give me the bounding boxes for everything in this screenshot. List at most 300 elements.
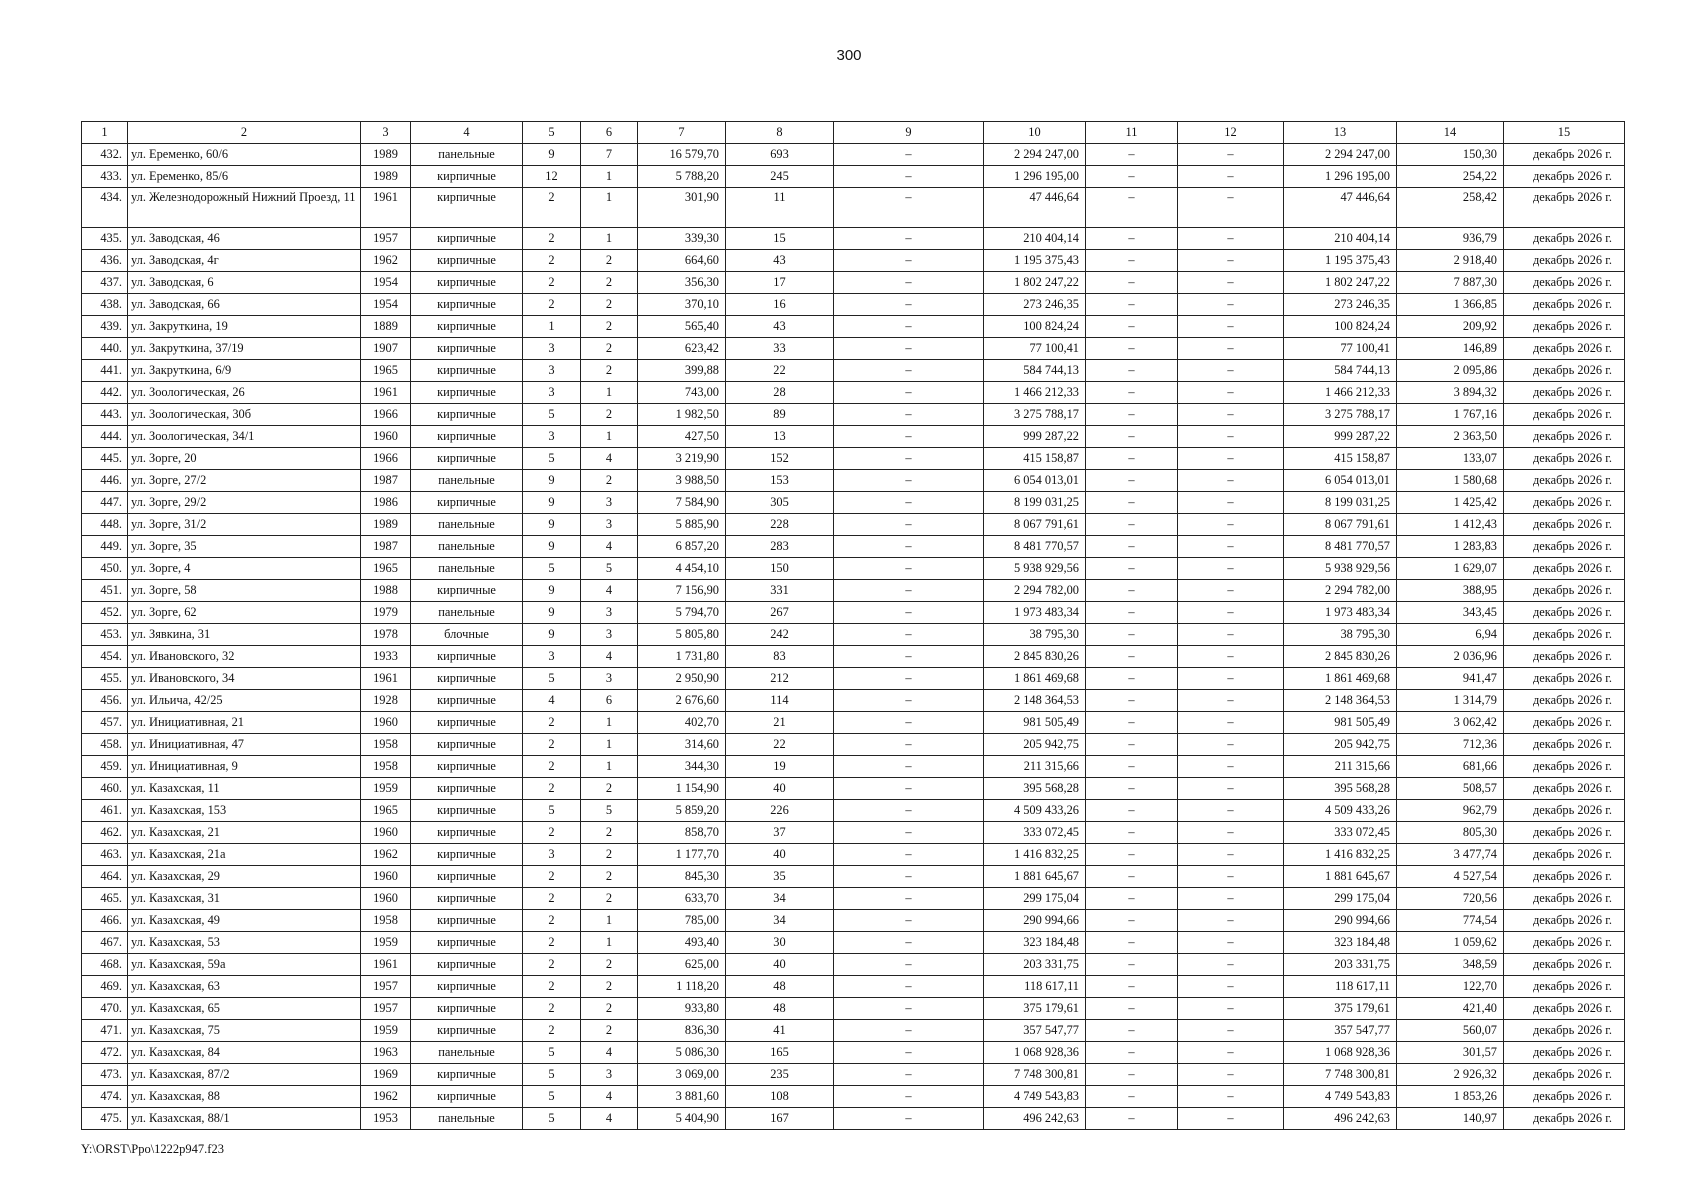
- col9-cell: –: [834, 800, 984, 822]
- floors-cell: 9: [523, 514, 581, 536]
- col9-cell: –: [834, 624, 984, 646]
- entrances-cell: 3: [581, 668, 638, 690]
- deadline-cell: декабрь 2026 г.: [1504, 1064, 1625, 1086]
- deadline-cell: декабрь 2026 г.: [1504, 470, 1625, 492]
- table-row: [82, 558, 1625, 580]
- cost-per-unit-cell: 122,70: [1397, 976, 1504, 998]
- table-row: [82, 668, 1625, 690]
- address-cell: ул. Зоологическая, 34/1: [128, 426, 361, 448]
- col11-cell: –: [1086, 228, 1178, 250]
- residents-cell: 21: [726, 712, 834, 734]
- residents-cell: 245: [726, 166, 834, 188]
- col9-cell: –: [834, 470, 984, 492]
- build-year-cell: 1961: [361, 188, 411, 228]
- entrances-cell: 1: [581, 932, 638, 954]
- col11-cell: –: [1086, 866, 1178, 888]
- wall-material-cell: кирпичные: [411, 888, 523, 910]
- entrances-cell: 2: [581, 822, 638, 844]
- cost-cell: 47 446,64: [984, 188, 1086, 228]
- column-number-header: 7: [638, 122, 726, 144]
- wall-material-cell: панельные: [411, 144, 523, 166]
- area-cell: 1 118,20: [638, 976, 726, 998]
- total-cost-cell: 1 973 483,34: [1284, 602, 1397, 624]
- wall-material-cell: кирпичные: [411, 228, 523, 250]
- deadline-cell: декабрь 2026 г.: [1504, 338, 1625, 360]
- total-cost-cell: 5 938 929,56: [1284, 558, 1397, 580]
- address-cell: ул. Зорге, 27/2: [128, 470, 361, 492]
- entrances-cell: 2: [581, 954, 638, 976]
- col9-cell: –: [834, 778, 984, 800]
- deadline-cell: декабрь 2026 г.: [1504, 1086, 1625, 1108]
- col12-cell: –: [1178, 338, 1284, 360]
- residents-cell: 30: [726, 932, 834, 954]
- build-year-cell: 1965: [361, 558, 411, 580]
- address-cell: ул. Зявкина, 31: [128, 624, 361, 646]
- cost-per-unit-cell: 388,95: [1397, 580, 1504, 602]
- address-cell: ул. Закруткина, 37/19: [128, 338, 361, 360]
- col12-cell: –: [1178, 866, 1284, 888]
- col11-cell: –: [1086, 360, 1178, 382]
- table-row: [82, 822, 1625, 844]
- residents-cell: 22: [726, 734, 834, 756]
- entrances-cell: 2: [581, 888, 638, 910]
- build-year-cell: 1962: [361, 250, 411, 272]
- cost-cell: 1 802 247,22: [984, 272, 1086, 294]
- cost-per-unit-cell: 6,94: [1397, 624, 1504, 646]
- address-cell: ул. Казахская, 65: [128, 998, 361, 1020]
- row-number-cell: 455.: [82, 668, 128, 690]
- row-number-cell: 450.: [82, 558, 128, 580]
- entrances-cell: 2: [581, 360, 638, 382]
- col12-cell: –: [1178, 536, 1284, 558]
- table-row: [82, 1064, 1625, 1086]
- cost-cell: 77 100,41: [984, 338, 1086, 360]
- col12-cell: –: [1178, 580, 1284, 602]
- row-number-cell: 434.: [82, 188, 128, 228]
- entrances-cell: 4: [581, 1086, 638, 1108]
- wall-material-cell: кирпичные: [411, 404, 523, 426]
- address-cell: ул. Зорге, 58: [128, 580, 361, 602]
- col11-cell: –: [1086, 646, 1178, 668]
- deadline-cell: декабрь 2026 г.: [1504, 144, 1625, 166]
- row-number-cell: 437.: [82, 272, 128, 294]
- address-cell: ул. Зорге, 29/2: [128, 492, 361, 514]
- cost-cell: 211 315,66: [984, 756, 1086, 778]
- entrances-cell: 1: [581, 426, 638, 448]
- total-cost-cell: 1 068 928,36: [1284, 1042, 1397, 1064]
- total-cost-cell: 333 072,45: [1284, 822, 1397, 844]
- address-cell: ул. Зорге, 31/2: [128, 514, 361, 536]
- build-year-cell: 1961: [361, 382, 411, 404]
- col12-cell: –: [1178, 1042, 1284, 1064]
- floors-cell: 2: [523, 954, 581, 976]
- address-cell: ул. Зорге, 62: [128, 602, 361, 624]
- wall-material-cell: кирпичные: [411, 778, 523, 800]
- col11-cell: –: [1086, 668, 1178, 690]
- floors-cell: 2: [523, 932, 581, 954]
- col9-cell: –: [834, 580, 984, 602]
- total-cost-cell: 2 845 830,26: [1284, 646, 1397, 668]
- cost-per-unit-cell: 560,07: [1397, 1020, 1504, 1042]
- col11-cell: –: [1086, 712, 1178, 734]
- col12-cell: –: [1178, 624, 1284, 646]
- wall-material-cell: кирпичные: [411, 646, 523, 668]
- deadline-cell: декабрь 2026 г.: [1504, 558, 1625, 580]
- cost-cell: 210 404,14: [984, 228, 1086, 250]
- area-cell: 623,42: [638, 338, 726, 360]
- table-row: [82, 888, 1625, 910]
- cost-cell: 1 416 832,25: [984, 844, 1086, 866]
- address-cell: ул. Еременко, 60/6: [128, 144, 361, 166]
- row-number-cell: 440.: [82, 338, 128, 360]
- wall-material-cell: кирпичные: [411, 338, 523, 360]
- cost-per-unit-cell: 936,79: [1397, 228, 1504, 250]
- table-row: [82, 250, 1625, 272]
- col12-cell: –: [1178, 188, 1284, 228]
- deadline-cell: декабрь 2026 г.: [1504, 602, 1625, 624]
- area-cell: 314,60: [638, 734, 726, 756]
- cost-cell: 2 294 782,00: [984, 580, 1086, 602]
- floors-cell: 2: [523, 250, 581, 272]
- entrances-cell: 1: [581, 712, 638, 734]
- deadline-cell: декабрь 2026 г.: [1504, 580, 1625, 602]
- deadline-cell: декабрь 2026 г.: [1504, 998, 1625, 1020]
- row-number-cell: 460.: [82, 778, 128, 800]
- floors-cell: 2: [523, 910, 581, 932]
- wall-material-cell: панельные: [411, 514, 523, 536]
- deadline-cell: декабрь 2026 г.: [1504, 712, 1625, 734]
- col9-cell: –: [834, 646, 984, 668]
- residents-cell: 41: [726, 1020, 834, 1042]
- address-cell: ул. Казахская, 87/2: [128, 1064, 361, 1086]
- cost-per-unit-cell: 3 477,74: [1397, 844, 1504, 866]
- area-cell: 2 676,60: [638, 690, 726, 712]
- col12-cell: –: [1178, 1020, 1284, 1042]
- floors-cell: 2: [523, 188, 581, 228]
- area-cell: 5 086,30: [638, 1042, 726, 1064]
- residents-cell: 15: [726, 228, 834, 250]
- table-row: [82, 492, 1625, 514]
- deadline-cell: декабрь 2026 г.: [1504, 1020, 1625, 1042]
- build-year-cell: 1969: [361, 1064, 411, 1086]
- residents-cell: 19: [726, 756, 834, 778]
- build-year-cell: 1962: [361, 844, 411, 866]
- residents-cell: 242: [726, 624, 834, 646]
- address-cell: ул. Заводская, 6: [128, 272, 361, 294]
- floors-cell: 2: [523, 778, 581, 800]
- build-year-cell: 1965: [361, 800, 411, 822]
- build-year-cell: 1959: [361, 1020, 411, 1042]
- address-cell: ул. Ильича, 42/25: [128, 690, 361, 712]
- build-year-cell: 1978: [361, 624, 411, 646]
- col9-cell: –: [834, 448, 984, 470]
- residents-cell: 13: [726, 426, 834, 448]
- wall-material-cell: кирпичные: [411, 844, 523, 866]
- wall-material-cell: кирпичные: [411, 866, 523, 888]
- col11-cell: –: [1086, 144, 1178, 166]
- deadline-cell: декабрь 2026 г.: [1504, 228, 1625, 250]
- col9-cell: –: [834, 602, 984, 624]
- row-number-cell: 453.: [82, 624, 128, 646]
- build-year-cell: 1933: [361, 646, 411, 668]
- column-number-row: [82, 122, 1625, 144]
- build-year-cell: 1979: [361, 602, 411, 624]
- total-cost-cell: 415 158,87: [1284, 448, 1397, 470]
- area-cell: 5 859,20: [638, 800, 726, 822]
- wall-material-cell: кирпичные: [411, 712, 523, 734]
- deadline-cell: декабрь 2026 г.: [1504, 316, 1625, 338]
- address-cell: ул. Ивановского, 34: [128, 668, 361, 690]
- col11-cell: –: [1086, 294, 1178, 316]
- total-cost-cell: 496 242,63: [1284, 1108, 1397, 1130]
- floors-cell: 2: [523, 976, 581, 998]
- row-number-cell: 452.: [82, 602, 128, 624]
- floors-cell: 5: [523, 404, 581, 426]
- cost-per-unit-cell: 681,66: [1397, 756, 1504, 778]
- wall-material-cell: кирпичные: [411, 800, 523, 822]
- col11-cell: –: [1086, 272, 1178, 294]
- area-cell: 1 177,70: [638, 844, 726, 866]
- cost-per-unit-cell: 133,07: [1397, 448, 1504, 470]
- build-year-cell: 1961: [361, 954, 411, 976]
- entrances-cell: 1: [581, 756, 638, 778]
- address-cell: ул. Закруткина, 6/9: [128, 360, 361, 382]
- housing-table: [81, 121, 1625, 1130]
- cost-per-unit-cell: 3 894,32: [1397, 382, 1504, 404]
- build-year-cell: 1958: [361, 756, 411, 778]
- wall-material-cell: кирпичные: [411, 690, 523, 712]
- entrances-cell: 2: [581, 778, 638, 800]
- col9-cell: –: [834, 1086, 984, 1108]
- col11-cell: –: [1086, 470, 1178, 492]
- table-row: [82, 144, 1625, 166]
- cost-cell: 8 199 031,25: [984, 492, 1086, 514]
- table-body: [82, 144, 1625, 1130]
- table-row: [82, 316, 1625, 338]
- total-cost-cell: 2 294 247,00: [1284, 144, 1397, 166]
- total-cost-cell: 981 505,49: [1284, 712, 1397, 734]
- total-cost-cell: 1 861 469,68: [1284, 668, 1397, 690]
- deadline-cell: декабрь 2026 г.: [1504, 822, 1625, 844]
- row-number-cell: 475.: [82, 1108, 128, 1130]
- deadline-cell: декабрь 2026 г.: [1504, 1042, 1625, 1064]
- wall-material-cell: панельные: [411, 1108, 523, 1130]
- floors-cell: 2: [523, 1020, 581, 1042]
- build-year-cell: 1988: [361, 580, 411, 602]
- table-row: [82, 272, 1625, 294]
- cost-cell: 323 184,48: [984, 932, 1086, 954]
- total-cost-cell: 211 315,66: [1284, 756, 1397, 778]
- area-cell: 633,70: [638, 888, 726, 910]
- area-cell: 402,70: [638, 712, 726, 734]
- col9-cell: –: [834, 888, 984, 910]
- col11-cell: –: [1086, 166, 1178, 188]
- area-cell: 5 805,80: [638, 624, 726, 646]
- table-row: [82, 998, 1625, 1020]
- floors-cell: 2: [523, 272, 581, 294]
- col11-cell: –: [1086, 976, 1178, 998]
- col12-cell: –: [1178, 1086, 1284, 1108]
- entrances-cell: 7: [581, 144, 638, 166]
- col11-cell: –: [1086, 954, 1178, 976]
- table-row: [82, 624, 1625, 646]
- build-year-cell: 1957: [361, 976, 411, 998]
- cost-cell: 1 068 928,36: [984, 1042, 1086, 1064]
- address-cell: ул. Казахская, 88: [128, 1086, 361, 1108]
- area-cell: 743,00: [638, 382, 726, 404]
- area-cell: 370,10: [638, 294, 726, 316]
- area-cell: 933,80: [638, 998, 726, 1020]
- col9-cell: –: [834, 228, 984, 250]
- col9-cell: –: [834, 932, 984, 954]
- row-number-cell: 444.: [82, 426, 128, 448]
- col9-cell: –: [834, 668, 984, 690]
- wall-material-cell: кирпичные: [411, 668, 523, 690]
- column-number-header: 15: [1504, 122, 1625, 144]
- cost-cell: 1 973 483,34: [984, 602, 1086, 624]
- row-number-cell: 451.: [82, 580, 128, 602]
- col9-cell: –: [834, 188, 984, 228]
- col12-cell: –: [1178, 492, 1284, 514]
- table-row: [82, 712, 1625, 734]
- cost-per-unit-cell: 150,30: [1397, 144, 1504, 166]
- deadline-cell: декабрь 2026 г.: [1504, 1108, 1625, 1130]
- table-row: [82, 1086, 1625, 1108]
- residents-cell: 228: [726, 514, 834, 536]
- col12-cell: –: [1178, 646, 1284, 668]
- table-row: [82, 602, 1625, 624]
- page-number: 300: [836, 47, 862, 64]
- cost-cell: 395 568,28: [984, 778, 1086, 800]
- row-number-cell: 467.: [82, 932, 128, 954]
- floors-cell: 5: [523, 448, 581, 470]
- entrances-cell: 2: [581, 338, 638, 360]
- cost-per-unit-cell: 258,42: [1397, 188, 1504, 228]
- address-cell: ул. Казахская, 21: [128, 822, 361, 844]
- wall-material-cell: кирпичные: [411, 756, 523, 778]
- wall-material-cell: кирпичные: [411, 316, 523, 338]
- area-cell: 1 982,50: [638, 404, 726, 426]
- deadline-cell: декабрь 2026 г.: [1504, 866, 1625, 888]
- row-number-cell: 443.: [82, 404, 128, 426]
- cost-per-unit-cell: 1 412,43: [1397, 514, 1504, 536]
- address-cell: ул. Инициативная, 47: [128, 734, 361, 756]
- total-cost-cell: 2 294 782,00: [1284, 580, 1397, 602]
- build-year-cell: 1953: [361, 1108, 411, 1130]
- cost-cell: 2 148 364,53: [984, 690, 1086, 712]
- cost-per-unit-cell: 146,89: [1397, 338, 1504, 360]
- cost-cell: 5 938 929,56: [984, 558, 1086, 580]
- entrances-cell: 2: [581, 250, 638, 272]
- residents-cell: 48: [726, 998, 834, 1020]
- deadline-cell: декабрь 2026 г.: [1504, 294, 1625, 316]
- col11-cell: –: [1086, 756, 1178, 778]
- wall-material-cell: кирпичные: [411, 1020, 523, 1042]
- table-row: [82, 976, 1625, 998]
- column-number-header: 11: [1086, 122, 1178, 144]
- col9-cell: –: [834, 558, 984, 580]
- address-cell: ул. Заводская, 46: [128, 228, 361, 250]
- row-number-cell: 441.: [82, 360, 128, 382]
- build-year-cell: 1966: [361, 404, 411, 426]
- cost-per-unit-cell: 348,59: [1397, 954, 1504, 976]
- col9-cell: –: [834, 954, 984, 976]
- row-number-cell: 469.: [82, 976, 128, 998]
- table-row: [82, 338, 1625, 360]
- area-cell: 3 219,90: [638, 448, 726, 470]
- floors-cell: 4: [523, 690, 581, 712]
- col12-cell: –: [1178, 602, 1284, 624]
- cost-per-unit-cell: 1 629,07: [1397, 558, 1504, 580]
- build-year-cell: 1957: [361, 998, 411, 1020]
- column-number-header: 14: [1397, 122, 1504, 144]
- cost-cell: 981 505,49: [984, 712, 1086, 734]
- address-cell: ул. Зорге, 4: [128, 558, 361, 580]
- entrances-cell: 2: [581, 866, 638, 888]
- cost-cell: 1 195 375,43: [984, 250, 1086, 272]
- entrances-cell: 4: [581, 580, 638, 602]
- cost-cell: 4 749 543,83: [984, 1086, 1086, 1108]
- area-cell: 664,60: [638, 250, 726, 272]
- entrances-cell: 4: [581, 1042, 638, 1064]
- col11-cell: –: [1086, 404, 1178, 426]
- col9-cell: –: [834, 382, 984, 404]
- floors-cell: 2: [523, 734, 581, 756]
- cost-cell: 290 994,66: [984, 910, 1086, 932]
- cost-per-unit-cell: 941,47: [1397, 668, 1504, 690]
- floors-cell: 2: [523, 756, 581, 778]
- deadline-cell: декабрь 2026 г.: [1504, 624, 1625, 646]
- address-cell: ул. Казахская, 84: [128, 1042, 361, 1064]
- col12-cell: –: [1178, 954, 1284, 976]
- residents-cell: 212: [726, 668, 834, 690]
- wall-material-cell: кирпичные: [411, 294, 523, 316]
- column-number-header: 8: [726, 122, 834, 144]
- cost-per-unit-cell: 2 363,50: [1397, 426, 1504, 448]
- deadline-cell: декабрь 2026 г.: [1504, 976, 1625, 998]
- table-row: [82, 166, 1625, 188]
- area-cell: 5 788,20: [638, 166, 726, 188]
- cost-per-unit-cell: 2 095,86: [1397, 360, 1504, 382]
- cost-cell: 375 179,61: [984, 998, 1086, 1020]
- col9-cell: –: [834, 822, 984, 844]
- cost-cell: 415 158,87: [984, 448, 1086, 470]
- cost-cell: 333 072,45: [984, 822, 1086, 844]
- area-cell: 625,00: [638, 954, 726, 976]
- cost-cell: 6 054 013,01: [984, 470, 1086, 492]
- area-cell: 344,30: [638, 756, 726, 778]
- table-row: [82, 1042, 1625, 1064]
- entrances-cell: 2: [581, 272, 638, 294]
- row-number-cell: 470.: [82, 998, 128, 1020]
- deadline-cell: декабрь 2026 г.: [1504, 646, 1625, 668]
- total-cost-cell: 118 617,11: [1284, 976, 1397, 998]
- row-number-cell: 459.: [82, 756, 128, 778]
- floors-cell: 9: [523, 602, 581, 624]
- column-number-header: 9: [834, 122, 984, 144]
- col9-cell: –: [834, 360, 984, 382]
- col12-cell: –: [1178, 690, 1284, 712]
- deadline-cell: декабрь 2026 г.: [1504, 756, 1625, 778]
- col9-cell: –: [834, 998, 984, 1020]
- entrances-cell: 2: [581, 294, 638, 316]
- floors-cell: 9: [523, 470, 581, 492]
- row-number-cell: 445.: [82, 448, 128, 470]
- address-cell: ул. Казахская, 49: [128, 910, 361, 932]
- cost-per-unit-cell: 2 918,40: [1397, 250, 1504, 272]
- file-path: Y:\ORST\Ppo\1222p947.f23: [81, 1142, 224, 1156]
- floors-cell: 5: [523, 1042, 581, 1064]
